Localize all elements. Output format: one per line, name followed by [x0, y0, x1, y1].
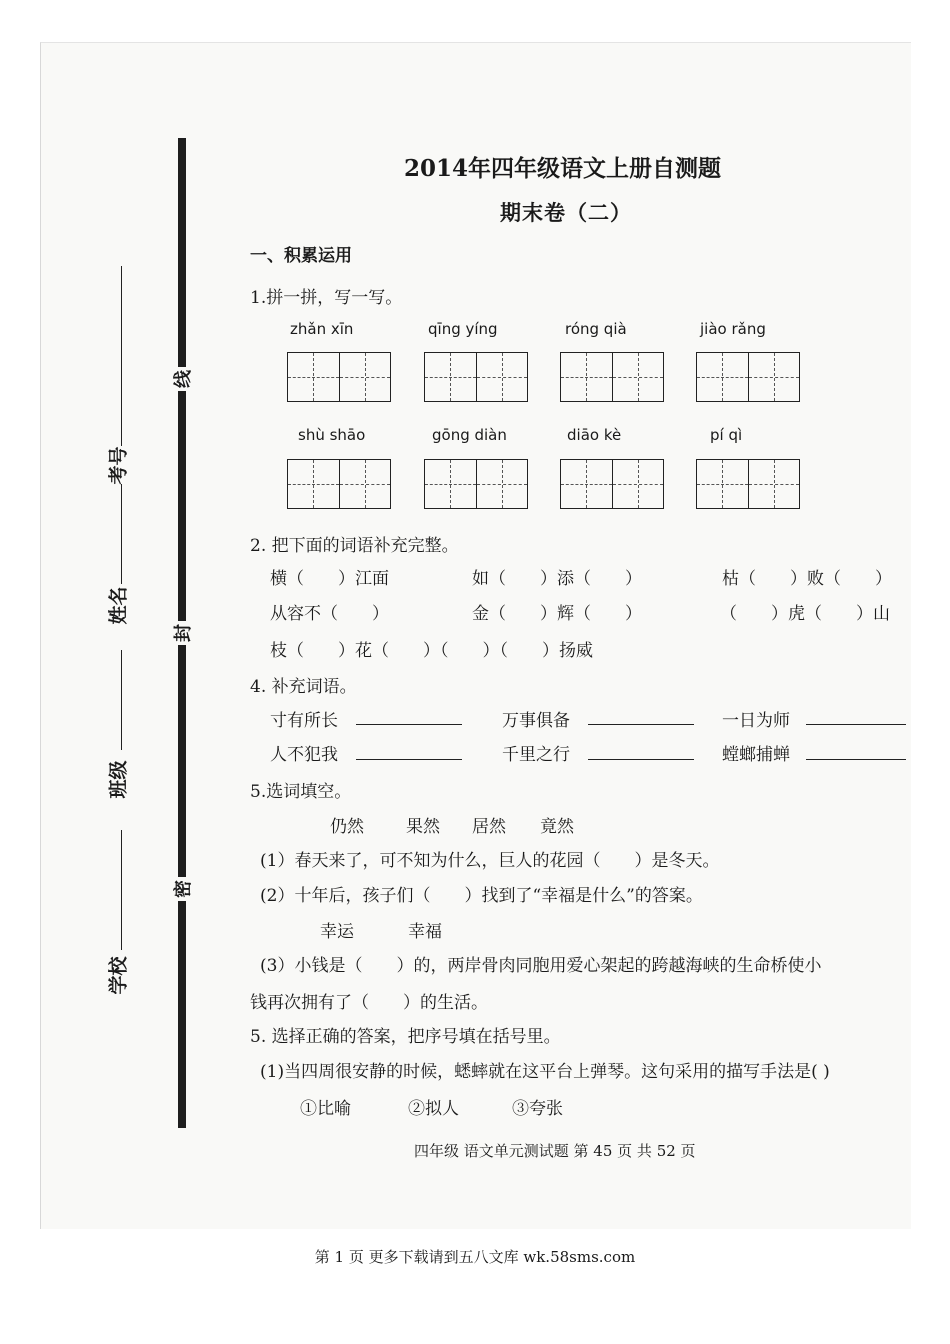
- q6-sentence: (1)当四周很安静的时候，蟋蟀就在这平台上弹琴。这句采用的描写手法是( ): [260, 1062, 830, 1082]
- q2-item: 金（ ）辉（ ）: [472, 604, 642, 624]
- choice-option: ②拟人: [408, 1099, 459, 1119]
- tianzige-box[interactable]: [287, 459, 391, 509]
- q2-item: 横（ ）江面: [270, 569, 389, 589]
- q5-sentence: (3）小钱是（ ）的，两岸骨肉同胞用爱心架起的跨越海峡的生命桥使小: [260, 956, 822, 976]
- q1-prompt: 1.拼一拼，写一写。: [250, 288, 403, 308]
- q2-item: 从容不（ ）: [270, 604, 389, 624]
- word-option: 仍然: [330, 817, 364, 837]
- pinyin-4: jiào rǎng: [700, 320, 766, 338]
- q4-prompt: 4. 补充词语。: [250, 677, 357, 697]
- page-title: 2014年四年级语文上册自测题: [404, 155, 722, 182]
- answer-blank[interactable]: [588, 759, 694, 760]
- idiom-prefix: 万事俱备: [502, 711, 570, 731]
- sidebar-name-label: 姓名: [107, 586, 130, 625]
- choice-option: ①比喻: [300, 1099, 351, 1119]
- pinyin-1: zhǎn xīn: [290, 320, 354, 338]
- tianzige-box[interactable]: [560, 459, 664, 509]
- q5-prompt: 5.选词填空。: [250, 782, 352, 802]
- pinyin-7: diāo kè: [567, 426, 622, 444]
- sidebar-class-line: [121, 650, 122, 750]
- answer-blank[interactable]: [806, 724, 906, 725]
- sidebar-exam-no-line: [121, 266, 122, 446]
- seal-xian: 线: [169, 367, 195, 391]
- idiom-prefix: 千里之行: [502, 745, 570, 765]
- q5-sentence: 钱再次拥有了（ ）的生活。: [250, 993, 488, 1013]
- q2-item: 枯（ ）败（ ）: [722, 569, 892, 589]
- idiom-prefix: 人不犯我: [270, 745, 338, 765]
- pinyin-3: róng qià: [565, 320, 627, 338]
- answer-blank[interactable]: [356, 759, 462, 760]
- sidebar-class-label: 班级: [107, 760, 130, 799]
- idiom-prefix: 一日为师: [722, 711, 790, 731]
- pinyin-5: shù shāo: [298, 426, 366, 444]
- pinyin-2: qīng yíng: [428, 320, 498, 338]
- q5-sentence: (2）十年后，孩子们（ ）找到了“幸福是什么”的答案。: [260, 886, 703, 906]
- tianzige-box[interactable]: [560, 352, 664, 402]
- tianzige-box[interactable]: [287, 352, 391, 402]
- pinyin-6: gōng diàn: [432, 426, 507, 444]
- word-option: 幸福: [408, 922, 442, 942]
- answer-blank[interactable]: [588, 724, 694, 725]
- tianzige-box[interactable]: [696, 352, 800, 402]
- section-heading: 一、积累运用: [250, 246, 352, 266]
- seal-mi: 密: [169, 877, 195, 901]
- q2-item: 枝（ ）花（ ）（ ）（ ）扬威: [270, 641, 593, 661]
- answer-blank[interactable]: [356, 724, 462, 725]
- q5-sentence: (1）春天来了，可不知为什么，巨人的花园（ ）是冬天。: [260, 851, 720, 871]
- sidebar-name-line: [121, 484, 122, 584]
- choice-option: ③夸张: [512, 1099, 563, 1119]
- word-option: 果然: [406, 817, 440, 837]
- page-footer: 四年级 语文单元测试题 第 45 页 共 52 页: [414, 1142, 696, 1160]
- word-option: 竟然: [540, 817, 574, 837]
- tianzige-box[interactable]: [696, 459, 800, 509]
- q2-item: （ ）虎（ ）山: [720, 604, 890, 624]
- pinyin-8: pí qì: [710, 426, 743, 444]
- q2-prompt: 2. 把下面的词语补充完整。: [250, 536, 459, 556]
- sidebar-school-label: 学校: [107, 956, 130, 995]
- bottom-link-text: 第 1 页 更多下载请到五八文库 wk.58sms.com: [314, 1248, 636, 1266]
- page-subtitle: 期末卷（二）: [500, 200, 632, 225]
- word-option: 居然: [472, 817, 506, 837]
- answer-blank[interactable]: [806, 759, 906, 760]
- idiom-prefix: 寸有所长: [270, 711, 338, 731]
- tianzige-box[interactable]: [424, 352, 528, 402]
- tianzige-box[interactable]: [424, 459, 528, 509]
- idiom-prefix: 螳螂捕蝉: [722, 745, 790, 765]
- sidebar-exam-no-label: 考号: [107, 446, 130, 485]
- q2-item: 如（ ）添（ ）: [472, 569, 642, 589]
- sidebar-school-line: [121, 830, 122, 950]
- word-option: 幸运: [320, 922, 354, 942]
- seal-feng: 封: [169, 621, 195, 645]
- q6-prompt: 5. 选择正确的答案，把序号填在括号里。: [250, 1027, 561, 1047]
